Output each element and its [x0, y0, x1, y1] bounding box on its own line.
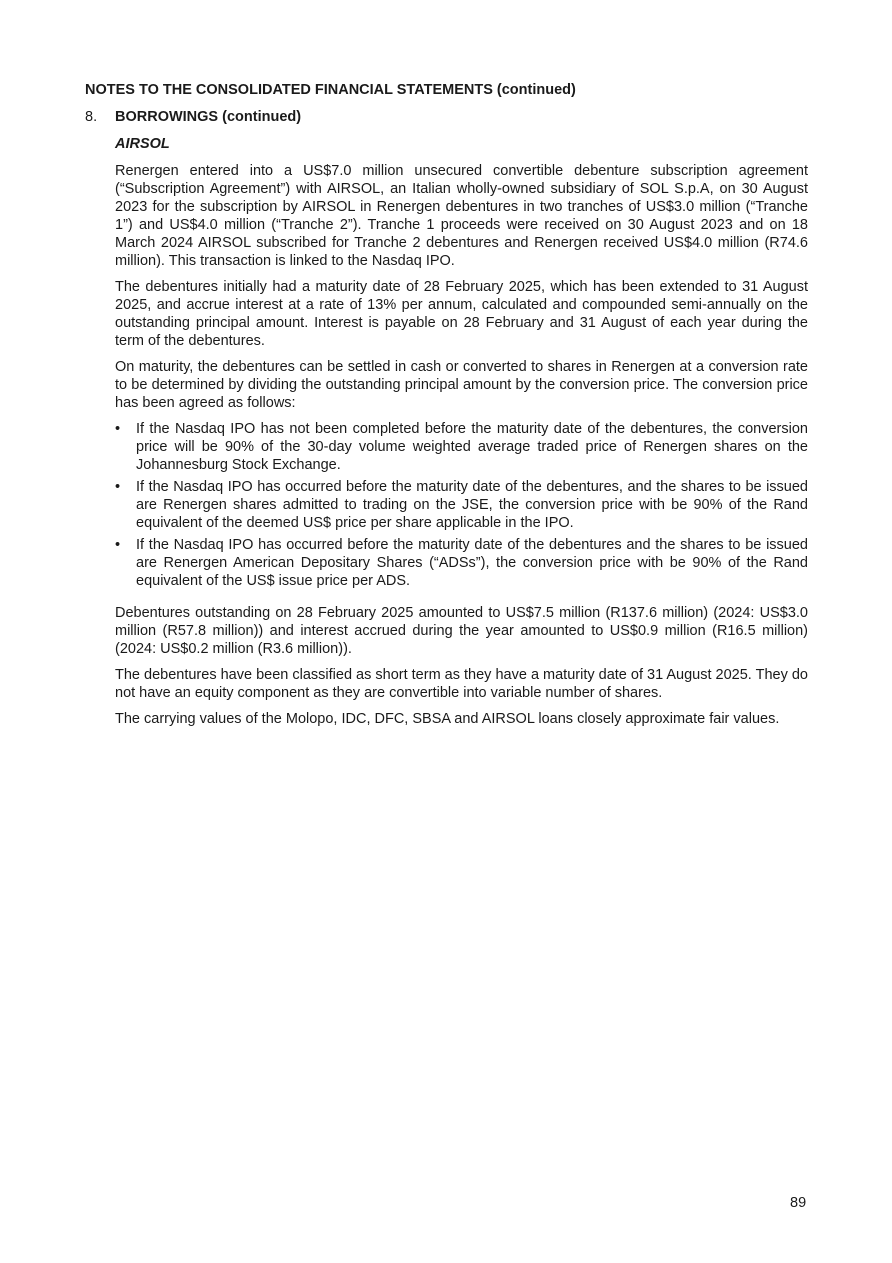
list-item	[115, 420, 808, 474]
page-header: NOTES TO THE CONSOLIDATED FINANCIAL STATEMENTS (continued)	[85, 82, 576, 98]
subsection-title: AIRSOL	[115, 136, 170, 152]
list-item-text: If the Nasdaq IPO has not been completed before the maturity date of the debentures, the conversion price will be 90% of the 30-day volume weighted average traded price of Renergen shares on the Johannesburg Stock Exchange.	[136, 421, 808, 473]
paragraph-conversion: On maturity, the debentures can be settled in cash or converted to shares in Renergen at a conversion rate to be determined by dividing the outstanding principal amount by the conversion price. The conversion price has been agreed as follows:	[115, 359, 808, 411]
paragraph-outstanding-debentures: Debentures outstanding on 28 February 2025 amounted to US$7.5 million (R137.6 million) (2024: US$3.0 million (R57.8 million)) and interest accrued during the year amounted to US$0.9 million (R16.5 million) (2024: US$0.2 million (R3.6 million)).	[115, 605, 808, 657]
paragraph-fair-values: The carrying values of the Molopo, IDC, DFC, SBSA and AIRSOL loans closely approximate fair values.	[115, 711, 780, 727]
bullet-icon: •	[115, 537, 121, 553]
body-text	[115, 162, 808, 736]
page-number: 89	[790, 1195, 807, 1211]
paragraph-subscription-agreement: Renergen entered into a US$7.0 million unsecured convertible debenture subscription agreement (“Subscription Agreement”) with AIRSOL, an Italian wholly-owned subsidiary of SOL S.p.A, on 30 August 2023 for the subscription by AIRSOL in Renergen debentures in two tranches of US$3.0 million (“Tranche 1”) and US$4.0 million (“Tranche 2”). Tranche 1 proceeds were received on 30 August 2023 and on 18 March 2024 AIRSOL subscribed for Tranche 2 debentures and Renergen received US$4.0 million (R74.6 million). This transaction is linked to the Nasdaq IPO.	[115, 163, 808, 269]
list-item-text: If the Nasdaq IPO has occurred before the maturity date of the debentures and the shares to be issued are Renergen American Depositary Shares (“ADSs”), the conversion price with be 90% of the Rand equivalent of the US$ issue price per ADS.	[136, 537, 808, 589]
section-heading	[85, 108, 301, 126]
paragraph-maturity-interest: The debentures initially had a maturity date of 28 February 2025, which has been extended to 31 August 2025, and accrue interest at a rate of 13% per annum, calculated and compounded semi-annually on the outstanding principal amount. Interest is payable on 28 February and 31 August of each year during the term of the debentures.	[115, 279, 808, 349]
bullet-icon: •	[115, 421, 121, 437]
bullet-icon: •	[115, 479, 121, 495]
list-item-text: If the Nasdaq IPO has occurred before the maturity date of the debentures, and the shares to be issued are Renergen shares admitted to trading on the JSE, the conversion price with be 90% of the Rand equivalent of the deemed US$ price per share applicable in the IPO.	[136, 479, 808, 531]
list-item	[115, 478, 808, 532]
list-item	[115, 536, 808, 590]
conversion-price-list	[115, 420, 808, 590]
section-title: BORROWINGS (continued)	[115, 109, 302, 125]
section-number: 8.	[85, 109, 98, 125]
paragraph-classification: The debentures have been classified as short term as they have a maturity date of 31 August 2025. They do not have an equity component as they are convertible into variable number of shares.	[115, 667, 808, 701]
